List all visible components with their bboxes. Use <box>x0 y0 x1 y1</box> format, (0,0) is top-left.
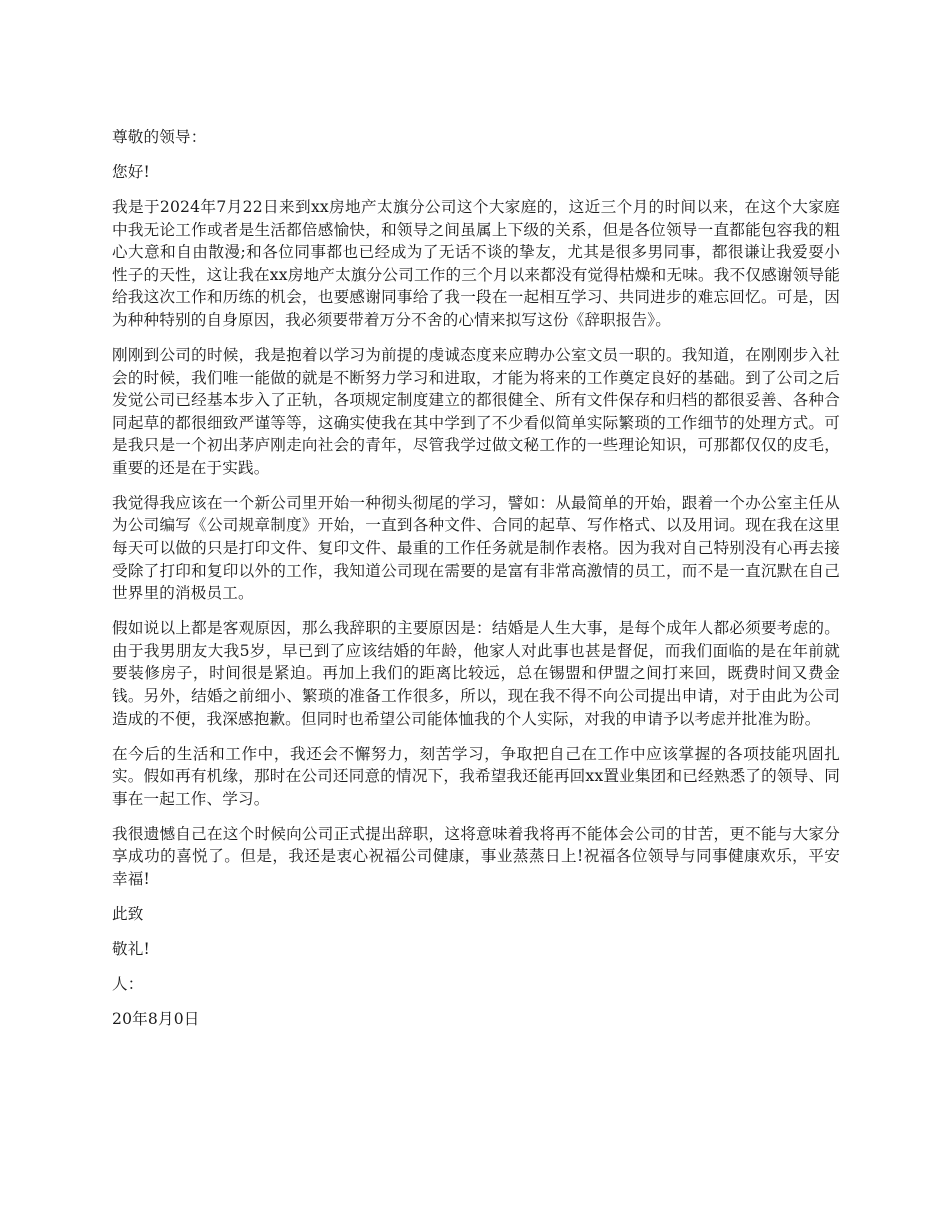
body-paragraph-3: 我觉得我应该在一个新公司里开始一种彻头彻尾的学习，譬如：从最简单的开始，跟着一个办公室主任从为公司编写《公司规章制度》开始，一直到各种文件、合同的起草、写作格式、以及用词。现在我在这里每天可以做的只是打印文件、复印文件、最重的工作任务就是制作表格。因为我对自己特别没有心再去接受除了打印和复印以外的工作，我知道公司现在需要的是富有非常高激情的员工，而不是一直沉默在自己世界里的消极员工。 <box>112 493 840 603</box>
closing-line-2: 敬礼! <box>112 939 150 958</box>
salutation: 尊敬的领导： <box>112 128 207 146</box>
closing-line-1: 此致 <box>112 904 144 923</box>
greeting: 您好! <box>112 162 150 181</box>
body-paragraph-6: 我很遗憾自己在这个时候向公司正式提出辞职，这将意味着我将再不能体会公司的甘苦，更不能与大家分享成功的喜悦了。但是，我还是衷心祝福公司健康，事业蒸蒸日上!祝福各位领导与同事健康欢乐，平安幸福! <box>112 824 840 888</box>
resignation-letter <box>112 126 840 1043</box>
body-paragraph-5: 在今后的生活和工作中，我还会不懈努力，刻苦学习，争取把自己在工作中应该掌握的各项技能巩固扎实。假如再有机缘，那时在公司还同意的情况下，我希望我还能再回xx置业集团和已经熟悉了的领导、同事在一起工作、学习。 <box>112 744 840 808</box>
body-paragraph-4: 假如说以上都是客观原因，那么我辞职的主要原因是：结婚是人生大事，是每个成年人都必须要考虑的。由于我男朋友大我5岁，早已到了应该结婚的年龄，他家人对此事也甚是督促，而我们面临的是在年前就要装修房子，时间很是紧迫。再加上我们的距离比较远，总在锡盟和伊盟之间打来回，既费时间又费金钱。另外，结婚之前细小、繁琐的准备工作很多，所以，现在我不得不向公司提出申请，对于由此为公司造成的不便，我深感抱歉。但同时也希望公司能体恤我的个人实际，对我的申请予以考虑并批准为盼。 <box>112 619 840 728</box>
body-paragraph-2: 刚刚到公司的时候，我是抱着以学习为前提的虔诚态度来应聘办公室文员一职的。我知道，在刚刚步入社会的时候，我们唯一能做的就是不断努力学习和进取，才能为将来的工作奠定良好的基础。到了公司之后发觉公司已经基本步入了正轨，各项规定制度建立的都很健全、所有文件保存和归档的都很妥善、各种合同起草的都很细致严谨等等，这确实使我在其中学到了不少看似简单实际繁琐的工作细节的处理方式。可是我只是一个初出茅庐刚走向社会的青年，尽管我学过做文秘工作的一些理论知识，可那都仅仅的皮毛，重要的还是在于实践。 <box>112 345 840 477</box>
date-line: 20年8月0日 <box>112 1009 200 1028</box>
signature-line: 人： <box>112 974 144 993</box>
body-paragraph-1: 我是于2024年7月22日来到xx房地产太旗分公司这个大家庭的，这近三个月的时间以来，在这个大家庭中我无论工作或者是生活都倍感愉快，和领导之间虽属上下级的关系，但是各位领导一直都能包容我的粗心大意和自由散漫;和各位同事都也已经成为了无话不谈的挚友，尤其是很多男同事，都很谦让我爱耍小性子的天性，这让我在xx房地产太旗分公司工作的三个月以来都没有觉得枯燥和无味。我不仅感谢领导能给我这次工作和历练的机会，也要感谢同事给了我一段在一起相互学习、共同进步的难忘回忆。可是，因为种种特别的自身原因，我必须要带着万分不舍的心情来拟写这份《辞职报告》。 <box>112 197 840 329</box>
